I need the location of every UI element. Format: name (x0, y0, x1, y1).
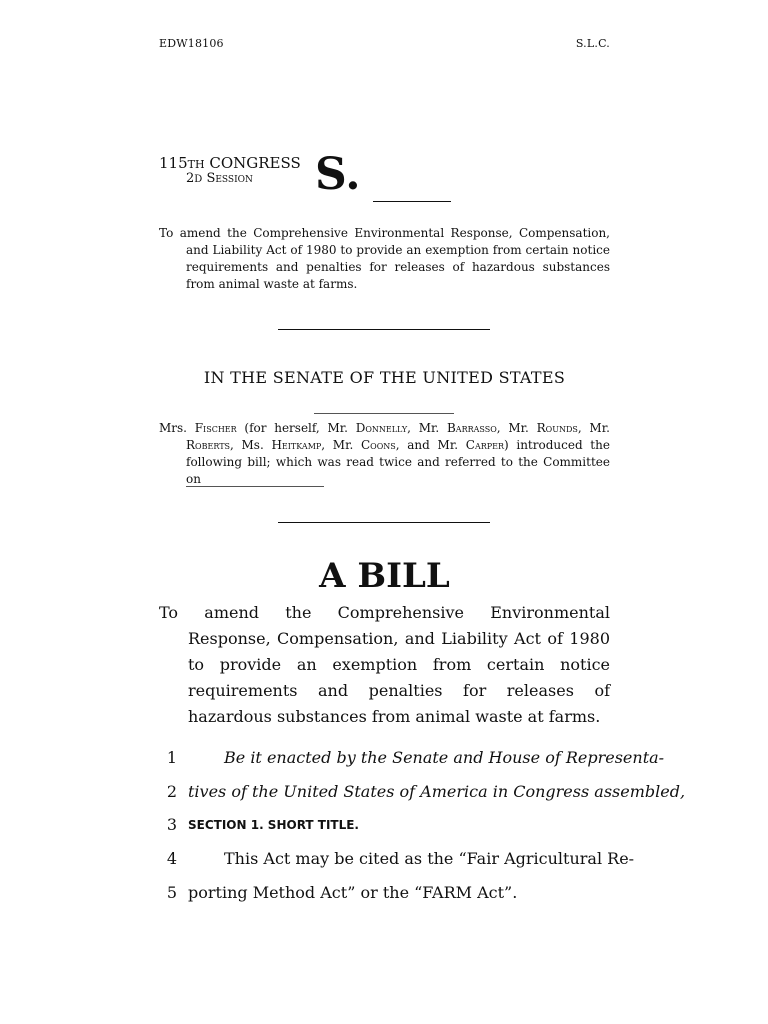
line-number: 3 (166, 815, 177, 834)
line-number: 5 (166, 883, 177, 902)
bill-prefix: S. (315, 149, 361, 200)
line-number: 4 (166, 849, 177, 868)
document-id: EDW18106 (159, 37, 224, 50)
divider-rule (278, 522, 490, 523)
bill-number-blank (373, 201, 451, 202)
section-heading: SECTION 1. SHORT TITLE. (188, 818, 359, 832)
line-number: 1 (166, 748, 177, 767)
section-text-line: porting Method Act” or the “FARM Act”. (188, 883, 518, 902)
divider-thin (314, 413, 454, 414)
session-label: 2D Session (186, 171, 253, 186)
slc-label: S.L.C. (575, 37, 610, 50)
introduction-text: Mrs. Fischer (for herself, Mr. Donnelly, Mr. Barrasso, Mr. Rounds, Mr. Roberts, Ms. Heitkamp, Mr. Coons, and Mr. Carper) introduced the following bill; which was read twice and referred to the Committee on (159, 421, 610, 486)
enacting-clause-line: tives of the United States of America in Congress assembled, (188, 782, 686, 801)
section-text-line: This Act may be cited as the “Fair Agricultural Re- (224, 849, 635, 868)
bill-title: A BILL (319, 556, 450, 596)
chamber-heading: IN THE SENATE OF THE UNITED STATES (203, 368, 566, 387)
committee-blank (186, 486, 324, 487)
purpose-full: To amend the Comprehensive Environmental Response, Compensation, and Liability Act of 1980 to provide an exemption from certain notice requirements and penalties for releases of hazardous substances from animal waste at farms. (159, 603, 610, 726)
divider-rule (278, 329, 490, 330)
enacting-clause-line: Be it enacted by the Senate and House of Representa- (224, 748, 665, 767)
line-number: 2 (166, 782, 177, 801)
congress-number: 115TH CONGRESS (159, 154, 301, 172)
purpose-summary: To amend the Comprehensive Environmental Response, Compensation, and Liability Act of 1980 to provide an exemption from certain notice requirements and penalties for releases of hazardous substances from animal waste at farms. (159, 226, 610, 291)
